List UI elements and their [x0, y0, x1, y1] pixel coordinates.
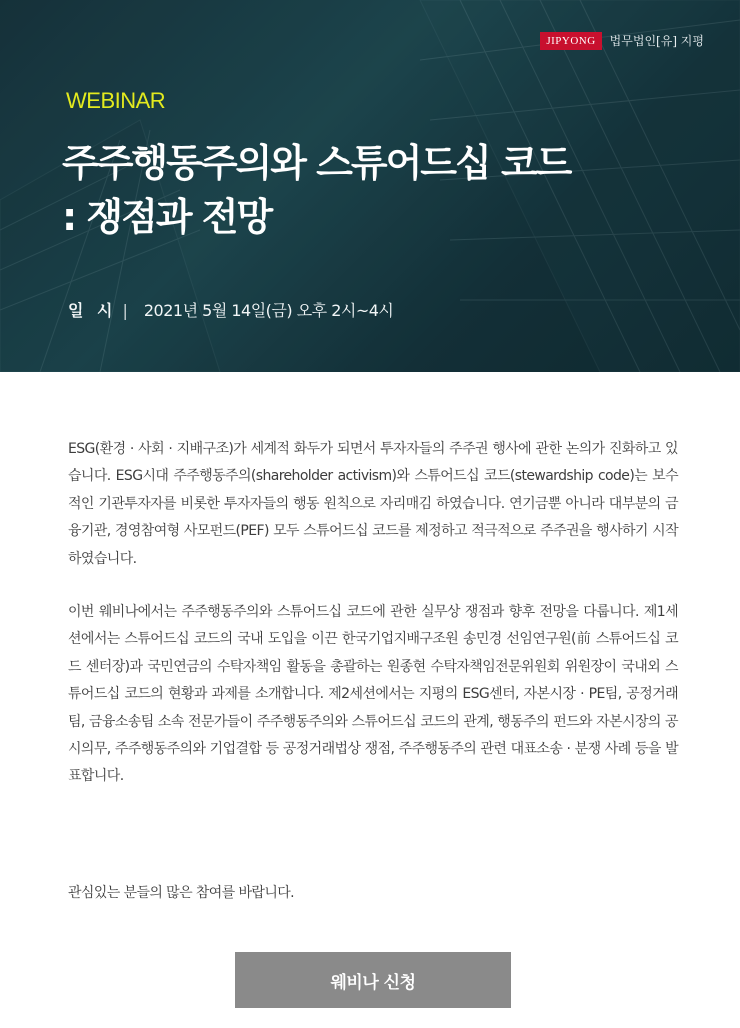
date-separator: | [122, 301, 128, 320]
title-line-2: : 쟁점과 전망 [62, 195, 272, 239]
eyebrow-label: WEBINAR [66, 88, 166, 113]
firm-logo [540, 32, 704, 50]
date-value: 2021년 5월 14일(금) 오후 2시~4시 [143, 301, 394, 320]
closing-text: 관심있는 분들의 많은 참여를 바랍니다. [68, 885, 295, 901]
event-date [68, 300, 393, 322]
title-line-1: 주주행동주의와 스튜어드십 코드 [62, 141, 571, 185]
logo-mark: JIPYONG [540, 32, 601, 50]
intro-paragraph-1: ESG(환경 · 사회 · 지배구조)가 세계적 화두가 되면서 투자자들의 주주권 행사에 관한 논의가 진화하고 있습니다. ESG시대 주주행동주의(shareholder activism)와 스튜어드십 코드(stewardship code)는 보수적인 기관투자자를 비롯한 투자자들의 행동 원칙으로 자리매김 하였습니다. 연기금뿐 아니라 대부분의 금융기관, 경영참여형 사모펀드(PEF) 모두 스튜어드십 코드를 제정하고 적극적으로 주주권을 행사하기 시작하였습니다. [68, 441, 678, 567]
intro-text [68, 436, 678, 791]
logo-text: 법무법인[유] 지평 [609, 34, 704, 48]
date-label: 일 시 [68, 301, 117, 320]
hero-banner [0, 0, 740, 372]
webinar-register-button[interactable]: 웨비나 신청 [235, 952, 511, 1008]
intro-paragraph-2: 이번 웨비나에서는 주주행동주의와 스튜어드십 코드에 관한 실무상 쟁점과 향후 전망을 다룹니다. 제1세션에서는 스튜어드십 코드의 국내 도입을 이끈 한국기업지배구조원 송민경 선임연구원(前 스튜어드십 코드 센터장)과 국민연금의 수탁자책임 활동을 총괄하는 원종현 수탁자책임전문위원회 위원장이 국내외 스튜어드십 코드의 현황과 과제를 소개합니다. 제2세션에서는 지평의 ESG센터, 자본시장 · PE팀, 공정거래팀, 금융소송팀 소속 전문가들이 주주행동주의와 스튜어드십 코드의 관계, 행동주의 펀드와 자본시장의 공시의무, 주주행동주의와 기업결합 등 공정거래법상 쟁점, 주주행동주의 관련 대표소송 · 분쟁 사례 등을 발표합니다. [68, 604, 678, 785]
page-title [62, 136, 702, 244]
